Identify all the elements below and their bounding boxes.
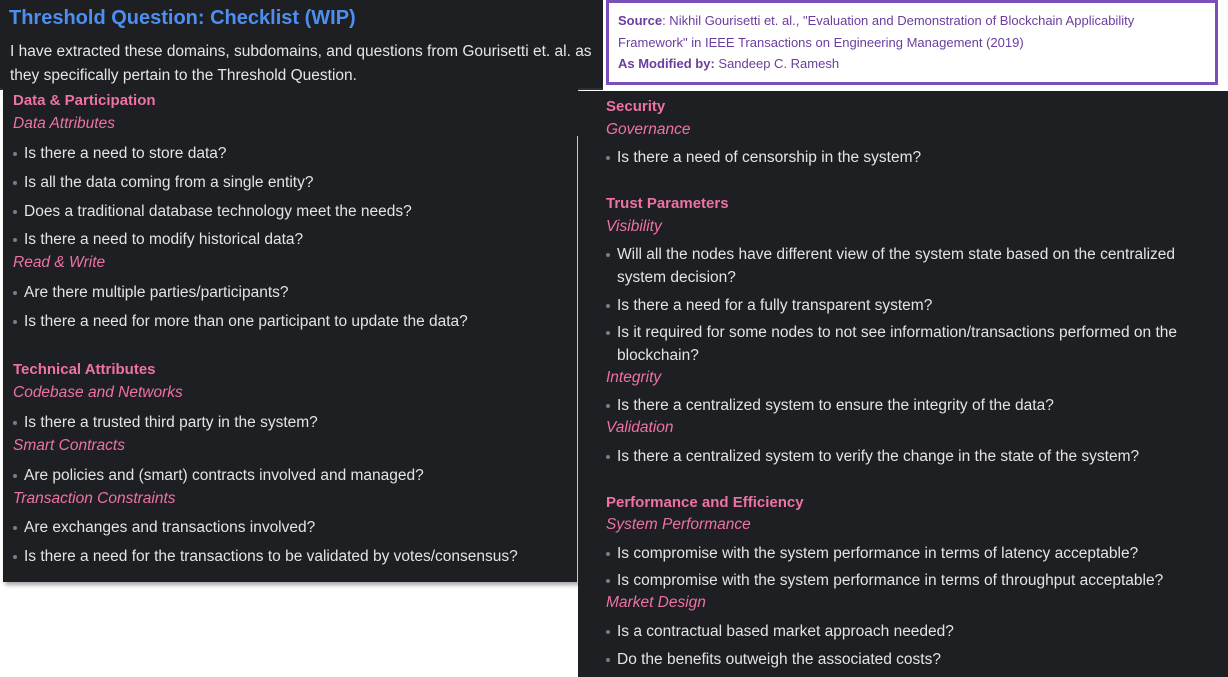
subsection-integrity: Integrity	[606, 369, 662, 386]
bullet-icon	[13, 181, 17, 185]
question-item: Is it required for some nodes to not see information/transactions performed on the blockchain?	[617, 321, 1217, 367]
bullet-icon	[606, 630, 610, 634]
question-item: Are policies and (smart) contracts involved and managed?	[24, 464, 564, 487]
left-checklist-panel	[3, 88, 578, 582]
question-item: Do the benefits outweigh the associated costs?	[617, 648, 1217, 671]
question-item: Is all the data coming from a single entity?	[24, 171, 564, 194]
modified-by-text: Sandeep C. Ramesh	[714, 56, 840, 71]
bullet-icon	[606, 552, 610, 556]
section-performance-efficiency: Performance and Efficiency	[606, 494, 804, 511]
question-item: Is there a need for more than one participant to update the data?	[24, 310, 564, 333]
bullet-icon	[13, 421, 17, 425]
bullet-icon	[606, 404, 610, 408]
bullet-icon	[13, 210, 17, 214]
source-text: : Nikhil Gourisetti et. al., "Evaluation and Demonstration of Blockchain Applicability Framework" in IEEE Transactions on Engineering Management (2019)	[618, 13, 1135, 50]
bullet-icon	[606, 304, 610, 308]
question-item: Are there multiple parties/participants?	[24, 281, 564, 304]
question-item: Will all the nodes have different view of the system state based on the centralized system decision?	[617, 243, 1217, 289]
section-security: Security	[606, 98, 666, 115]
subsection-data-attributes: Data Attributes	[13, 115, 115, 132]
bullet-icon	[606, 253, 610, 257]
bullet-icon	[606, 331, 610, 335]
question-item: Is there a need to store data?	[24, 142, 564, 165]
subsection-system-performance: System Performance	[606, 516, 751, 533]
question-item: Is there a need of censorship in the system?	[617, 146, 1217, 169]
bullet-icon	[606, 455, 610, 459]
question-item: Is there a need for a fully transparent system?	[617, 294, 1217, 317]
source-citation-box	[606, 0, 1218, 85]
bullet-icon	[606, 579, 610, 583]
question-item: Is compromise with the system performance in terms of throughput acceptable?	[617, 569, 1222, 592]
question-item: Does a traditional database technology meet the needs?	[24, 200, 564, 223]
right-checklist-panel	[578, 91, 1228, 677]
bullet-icon	[606, 658, 610, 662]
bullet-icon	[606, 156, 610, 160]
subsection-codebase-networks: Codebase and Networks	[13, 384, 183, 401]
bullet-icon	[13, 474, 17, 478]
question-item: Is a contractual based market approach needed?	[617, 620, 1217, 643]
section-data-participation: Data & Participation	[13, 92, 156, 109]
subsection-market-design: Market Design	[606, 594, 706, 611]
question-item: Is there a centralized system to ensure the integrity of the data?	[617, 394, 1217, 417]
page-description: I have extracted these domains, subdomains, and questions from Gourisetti et. al. as they specifically pertain to the Threshold Question.	[10, 43, 592, 84]
page-title: Threshold Question: Checklist (WIP)	[9, 7, 356, 29]
section-technical-attributes: Technical Attributes	[13, 361, 156, 378]
question-item: Is there a need to modify historical data?	[24, 228, 564, 251]
source-line	[618, 10, 1206, 53]
bullet-icon	[13, 238, 17, 242]
bullet-icon	[13, 320, 17, 324]
subsection-read-write: Read & Write	[13, 254, 106, 271]
subsection-smart-contracts: Smart Contracts	[13, 437, 125, 454]
modified-by-line	[618, 53, 1206, 75]
header-panel	[0, 0, 603, 90]
subsection-visibility: Visibility	[606, 218, 662, 235]
bullet-icon	[13, 152, 17, 156]
modified-by-label: As Modified by:	[618, 56, 715, 71]
section-trust-parameters: Trust Parameters	[606, 195, 729, 212]
subsection-governance: Governance	[606, 121, 691, 138]
subsection-transaction-constraints: Transaction Constraints	[13, 490, 176, 507]
question-item: Is there a need for the transactions to be validated by votes/consensus?	[24, 545, 569, 568]
question-item: Is compromise with the system performance in terms of latency acceptable?	[617, 542, 1217, 565]
source-label: Source	[618, 13, 663, 28]
bullet-icon	[13, 555, 17, 559]
subsection-validation: Validation	[606, 419, 674, 436]
question-item: Are exchanges and transactions involved?	[24, 516, 564, 539]
question-item: Is there a trusted third party in the system?	[24, 411, 564, 434]
question-item: Is there a centralized system to verify the change in the state of the system?	[617, 445, 1217, 468]
bullet-icon	[13, 291, 17, 295]
bullet-icon	[13, 526, 17, 530]
